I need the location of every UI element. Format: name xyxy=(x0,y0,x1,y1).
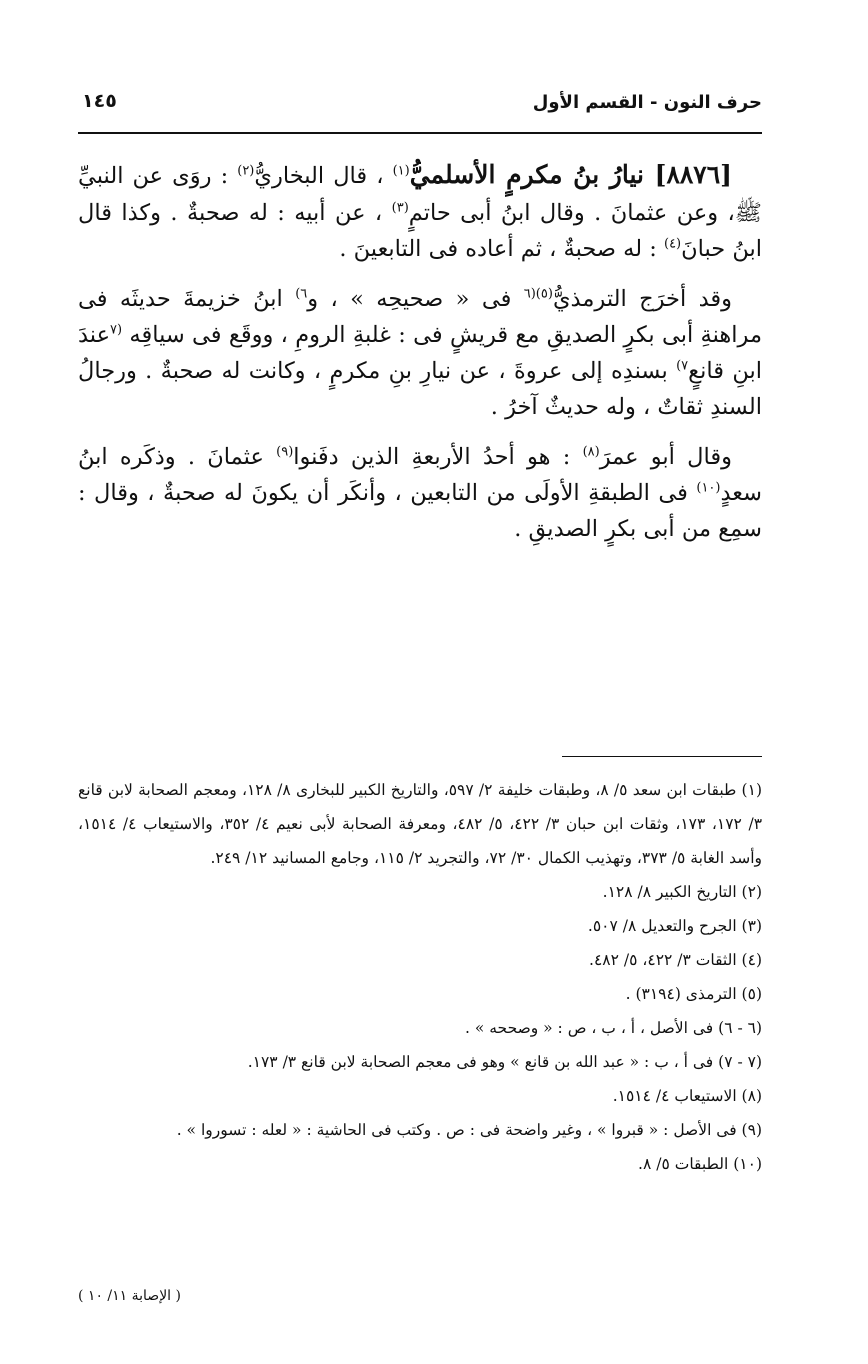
footnote: (١٠) الطبقات ٥/ ٨. xyxy=(638,1155,762,1173)
footnote-ref: (٧ xyxy=(110,322,123,338)
footnote-ref: ٧) xyxy=(676,358,689,374)
text-run: وقال أبو عمرَ xyxy=(599,444,732,470)
main-text xyxy=(78,155,762,561)
text-run: ، عن أبيه : له صحبةٌ . وكذا قال ابنُ حبانَ xyxy=(78,200,762,262)
footnote-ref: (٢) xyxy=(237,163,255,179)
footnote-ref: (٩) xyxy=(276,444,294,460)
text-run: عثمانَ . وذكَره ابنُ سعدٍ xyxy=(78,444,763,506)
footnote-ref: (١٠) xyxy=(696,480,721,496)
text-run: : هو أحدُ الأربعةِ الذين دفَنوا xyxy=(293,444,571,470)
volume-reference: ( الإصابة ١١/ ١٠ ) xyxy=(78,1288,181,1304)
footnote-ref: (١) xyxy=(392,163,410,179)
footnote: (٦ - ٦) فى الأصل ، أ ، ب ، ص : « وصححه » . xyxy=(464,1019,762,1037)
paragraph-3 xyxy=(78,439,762,547)
footnote: (١) طبقات ابن سعد ٥/ ٨، وطبقات خليفة ٢/ ٥٩٧، والتاريخ الكبير للبخارى ٨/ ١٢٨، ومعجم الصحابة لابن قانع ٣/ ١٧٢، ١٧٣، وثقات ابن حبان ٣/ ٤٢٢، ٥/ ٤٨٢، ومعرفة الصحابة لأبى نعيم ٤/ ٣٥٢، والاستيعاب ٤/ ١٥١٤، وأسد الغابة ٥/ ٣٧٣، وتهذيب الكمال ٣٠/ ٧٢، والتجريد ٢/ ١١٥، وجامع المسانيد ١٢/ ٢٤٩. xyxy=(78,781,763,867)
footnote: (٧ - ٧) فى أ ، ب : « عبد الله بن قانع » وهو فى معجم الصحابة لابن قانع ٣/ ١٧٣. xyxy=(247,1053,762,1071)
footnote-ref: (٦ xyxy=(523,286,536,302)
text-run: وقد أخرَج الترمذيُّ xyxy=(552,286,733,312)
running-title: حرف النون - القسم الأول xyxy=(532,92,762,113)
footnote-ref: (٨) xyxy=(582,444,600,460)
page-number: ١٤٥ xyxy=(82,90,117,112)
text-run: عندَ ابنِ قانعٍ xyxy=(78,322,762,384)
footnote-ref: (٥) xyxy=(535,286,553,302)
paragraph-1 xyxy=(78,155,762,267)
footnote: (٩) فى الأصل : « قبروا » ، وغير واضحة فى : ص . وكتب فى الحاشية : « لعله : تسوروا » . xyxy=(176,1121,762,1139)
text-run: : روَى عن النبيِّ ﷺ، وعن عثمانَ . وقال ابنُ أبى حاتمٍ xyxy=(78,163,762,226)
footnote-ref: (٤) xyxy=(663,236,682,252)
footnote-ref: (٣) xyxy=(391,200,409,216)
footnote: (٥) الترمذى (٣١٩٤) . xyxy=(625,985,762,1003)
footnote: (٣) الجرح والتعديل ٨/ ٥٠٧. xyxy=(587,917,762,935)
footnote: (٤) الثقات ٣/ ٤٢٢، ٥/ ٤٨٢. xyxy=(589,951,762,969)
footnote: (٢) التاريخ الكبير ٨/ ١٢٨. xyxy=(602,883,762,901)
page-header xyxy=(78,92,762,122)
text-run: فى الطبقةِ الأولَى من التابعين ، وأنكَر أن يكونَ له صحبةٌ ، وقال : سمِع من أبى بكرٍ الصديقِ . xyxy=(78,480,762,542)
text-run: فى « صحيحِه » ، و xyxy=(307,286,512,312)
text-run: ابنُ خزيمةَ حديثَه فى مراهنةِ أبى بكرٍ الصديقِ مع قريشٍ فى : غلبةِ الرومِ ، ووقَع فى سياقِه xyxy=(78,286,762,348)
footnotes xyxy=(78,773,762,1181)
footnote-separator xyxy=(562,756,762,757)
paragraph-2 xyxy=(78,281,762,425)
text-run: بسندِه إلى عروةَ ، عن نيارِ بنِ مكرمٍ ، وكانت له صحبةٌ . ورجالُ السندِ ثقاتٌ ، وله حديثٌ آخرُ . xyxy=(78,358,762,420)
entry-title: [٨٨٧٦] نيارُ بنُ مكرمٍ الأسلميُّ xyxy=(409,160,733,189)
footnote-ref: ٦) xyxy=(295,286,308,302)
text-run: ، قال البخاريُّ xyxy=(254,163,384,189)
footnote: (٨) الاستيعاب ٤/ ١٥١٤. xyxy=(612,1087,762,1105)
text-run: : له صحبةٌ ، ثم أعاده فى التابعينَ . xyxy=(339,236,657,262)
header-rule xyxy=(78,132,762,134)
